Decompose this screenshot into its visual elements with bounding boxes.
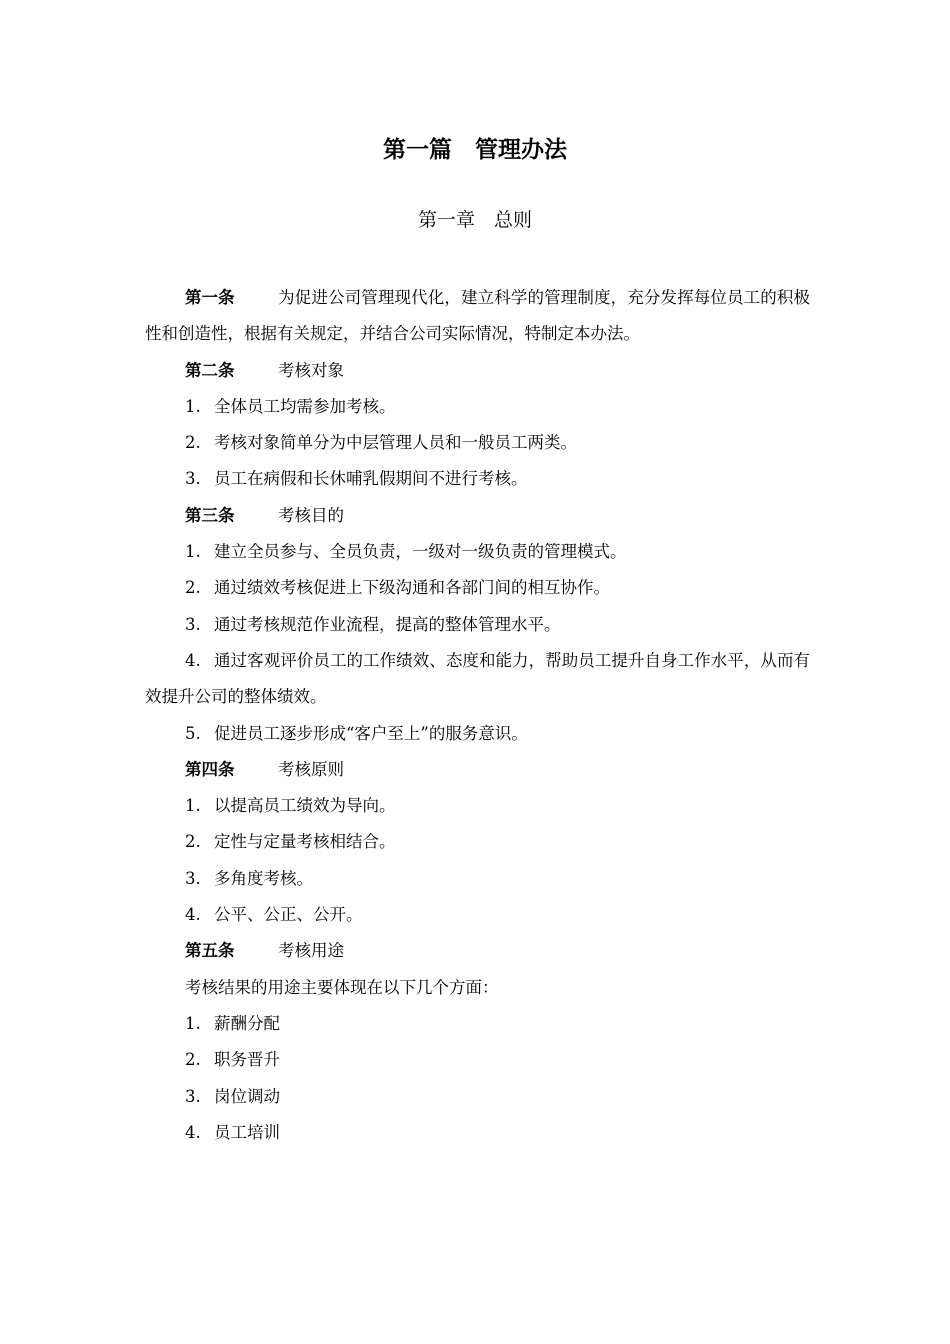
list-item: [145, 788, 810, 824]
list-item-text: 公平、公正、公开。: [214, 905, 363, 925]
article-3-text: 考核目的: [278, 505, 344, 525]
list-item-text: 建立全员参与、全员负责，一级对一级负责的管理模式。: [214, 542, 627, 562]
list-item-text: 促进员工逐步形成“客户至上”的服务意识。: [214, 723, 528, 743]
list-item-text: 职务晋升: [214, 1050, 280, 1070]
article-4: [145, 752, 810, 788]
list-item-number: 3.: [185, 614, 201, 634]
article-4-text: 考核原则: [278, 759, 344, 779]
list-item: [145, 716, 810, 752]
document-body: [145, 280, 810, 1151]
list-item-number: 5.: [185, 723, 201, 743]
list-item-text: 员工在病假和长休哺乳假期间不进行考核。: [214, 469, 528, 489]
list-item-number: 1.: [185, 796, 201, 816]
list-item: [145, 389, 810, 425]
list-item: [145, 1115, 810, 1151]
list-item-text: 薪酬分配: [214, 1013, 280, 1033]
article-3-head: 第三条: [185, 505, 235, 525]
list-item-text: 全体员工均需参加考核。: [214, 396, 396, 416]
list-item: [145, 643, 810, 716]
list-item-text: 岗位调动: [214, 1086, 280, 1106]
list-item-number: 1.: [185, 1013, 201, 1033]
list-item: [145, 824, 810, 860]
list-item-number: 1.: [185, 542, 201, 562]
list-item-text: 定性与定量考核相结合。: [214, 832, 396, 852]
list-item-number: 2.: [185, 578, 201, 598]
article-4-head: 第四条: [185, 759, 235, 779]
list-item-text: 通过绩效考核促进上下级沟通和各部门间的相互协作。: [214, 578, 610, 598]
list-item-text: 以提高员工绩效为导向。: [214, 796, 396, 816]
article-5-text: 考核用途: [278, 941, 344, 961]
article-2: [145, 353, 810, 389]
chapter-title: 第一章 总则: [417, 209, 532, 231]
article-1-head: 第一条: [185, 288, 235, 307]
article-2-head: 第二条: [185, 360, 235, 380]
list-item: [145, 1042, 810, 1078]
part-title: 第一篇 管理办法: [383, 137, 567, 163]
list-item-text: 员工培训: [214, 1122, 280, 1142]
list-item-text: 通过客观评价员工的工作绩效、态度和能力，帮助员工提升自身工作水平，从而有效提升公司的整体绩效。: [145, 650, 810, 707]
list-item-number: 4.: [185, 905, 201, 925]
article-5: [145, 933, 810, 969]
article-5-intro: 考核结果的用途主要体现在以下几个方面：: [185, 977, 499, 997]
list-item: [145, 570, 810, 606]
article-1: [145, 280, 810, 353]
list-item: [145, 461, 810, 497]
list-item-text: 多角度考核。: [214, 868, 313, 888]
list-item-number: 4.: [185, 650, 201, 670]
article-3: [145, 498, 810, 534]
list-item: [145, 1006, 810, 1042]
list-item: [145, 1079, 810, 1115]
article-2-text: 考核对象: [278, 360, 344, 380]
list-item-number: 2.: [185, 1050, 201, 1070]
list-item-number: 2.: [185, 433, 201, 453]
list-item-number: 3.: [185, 469, 201, 489]
list-item-text: 考核对象简单分为中层管理人员和一般员工两类。: [214, 433, 577, 453]
article-5-head: 第五条: [185, 941, 235, 961]
list-item: [145, 861, 810, 897]
list-item: [145, 607, 810, 643]
list-item-number: 3.: [185, 868, 201, 888]
list-item-text: 通过考核规范作业流程，提高的整体管理水平。: [214, 614, 561, 634]
list-item-number: 1.: [185, 396, 201, 416]
list-item: [145, 425, 810, 461]
list-item-number: 4.: [185, 1122, 201, 1142]
article-1-text: 为促进公司管理现代化，建立科学的管理制度，充分发挥每位员工的积极性和创造性，根据有关规定，并结合公司实际情况，特制定本办法。: [145, 288, 810, 344]
list-item-number: 3.: [185, 1086, 201, 1106]
list-item: [145, 534, 810, 570]
list-item-number: 2.: [185, 832, 201, 852]
list-item: [145, 897, 810, 933]
